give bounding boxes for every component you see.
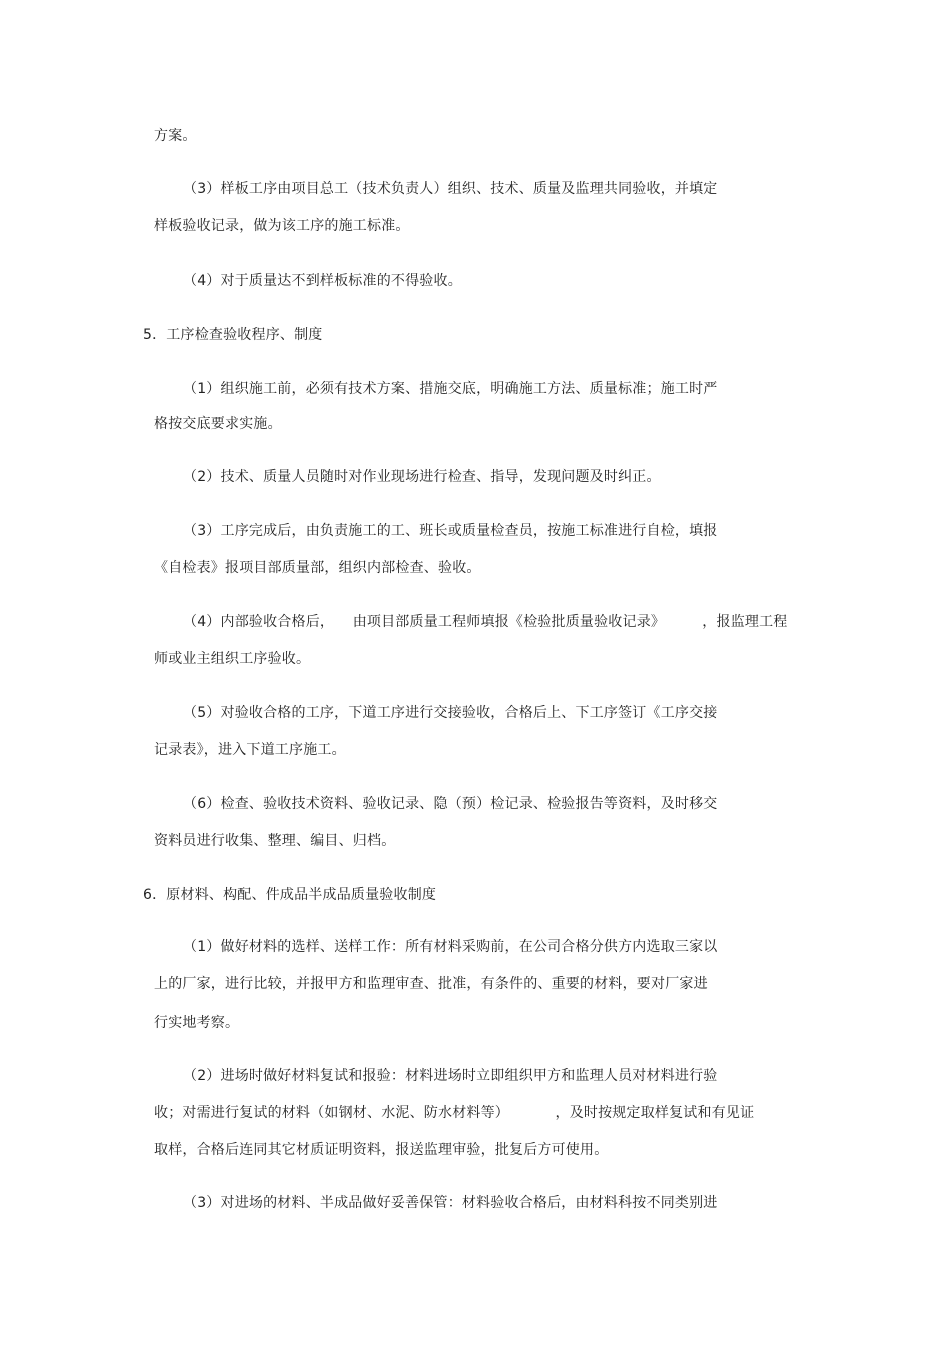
text-line: （3）样板工序由项目总工（技术负责人）组织、技术、质量及监理共同验收，并填定 [183,181,718,197]
section-heading: 6．原材料、构配、件成品半成品质量验收制度 [143,887,437,903]
text-line: （4）内部验收合格后， 由项目部质量工程师填报《检验批质量验收记录》 ，报监理工程 [183,614,788,630]
text-line: （3）对进场的材料、半成品做好妥善保管：材料验收合格后，由材料科按不同类别进 [183,1195,718,1211]
text-line: （4）对于质量达不到样板标准的不得验收。 [183,273,462,289]
text-line: （2）进场时做好材料复试和报验：材料进场时立即组织甲方和监理人员对材料进行验 [183,1068,718,1084]
text-line: （1）组织施工前，必须有技术方案、措施交底，明确施工方法、质量标准；施工时严 [183,381,718,397]
text-line: （2）技术、质量人员随时对作业现场进行检查、指导，发现问题及时纠正。 [183,469,661,485]
text-line: 样板验收记录，做为该工序的施工标准。 [154,218,410,234]
text-line: 收；对需进行复试的材料（如钢材、水泥、防水材料等） ，及时按规定取样复试和有见证 [154,1105,755,1121]
section-heading: 5．工序检查验收程序、制度 [143,327,323,343]
text-line: 上的厂家，进行比较，并报甲方和监理审查、批准，有条件的、重要的材料，要对厂家进 [154,976,708,992]
text-line: 资料员进行收集、整理、编目、归档。 [154,833,396,849]
text-line: （1）做好材料的选样、送样工作：所有材料采购前，在公司合格分供方内选取三家以 [183,939,718,955]
text-line: （3）工序完成后，由负责施工的工、班长或质量检查员，按施工标准进行自检，填报 [183,523,718,539]
text-line: 《自检表》报项目部质量部，组织内部检查、验收。 [154,560,481,576]
text-line: （5）对验收合格的工序，下道工序进行交接验收，合格后上、下工序签订《工序交接 [183,705,718,721]
text-line: 记录表》，进入下道工序施工。 [154,742,346,758]
text-line: 取样，合格后连同其它材质证明资料，报送监理审验，批复后方可使用。 [154,1142,609,1158]
text-line: 方案。 [154,128,197,144]
text-line: 格按交底要求实施。 [154,416,282,432]
text-line: 师或业主组织工序验收。 [154,651,311,667]
text-line: 行实地考察。 [154,1015,240,1031]
text-line: （6）检查、验收技术资料、验收记录、隐（预）检记录、检验报告等资料，及时移交 [183,796,718,812]
